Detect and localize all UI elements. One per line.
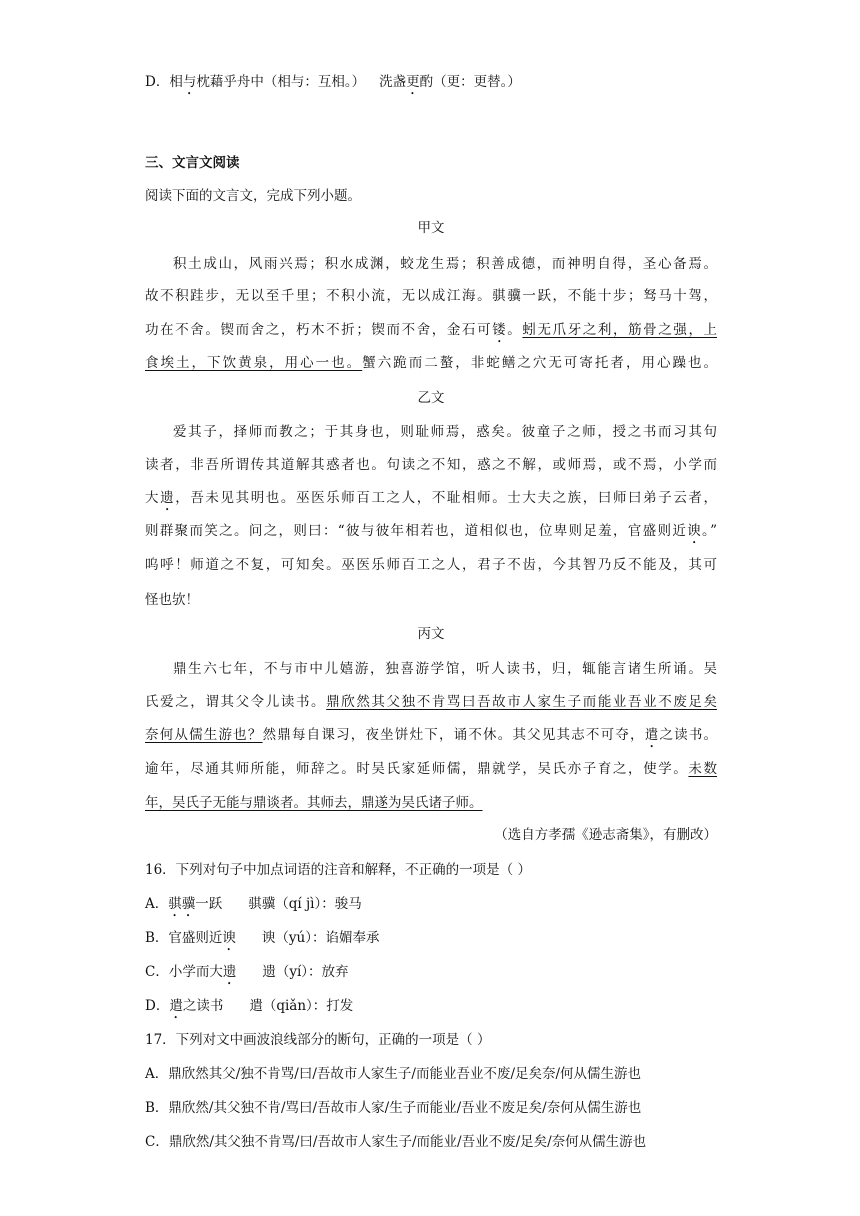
passage-bing-line-4 [145,759,717,779]
passage-yi-line-2: 读者，非吾所谓传其道解其惑者也。句读之不知，惑之不解，或师焉，或不焉，小学而 [145,457,717,473]
passage-text: 之读书。 [659,727,718,743]
option-text: 一跃 [195,896,223,912]
passage-yi-line-3 [145,488,717,514]
question-17-option-b[interactable]: B．鼎欣然/其父独不肯/骂曰/吾故市人家/生子而能业/吾业不废足矣/奈何从儒生游也 [145,1100,642,1116]
passage-yi-title: 乙文 [417,390,445,406]
passage-text: 功在不舍。锲而舍之，朽木不折；锲而不舍，金石可 [145,322,493,338]
underlined-text: 年，吴氏子无能与鼎谈者。其师去，鼎遂为吴氏诸子师。 [145,795,483,811]
dotted-word: 遗 [160,490,176,506]
dotted-word: 镂 [492,322,508,338]
option-text: 之读书 [182,998,224,1014]
dotted-word: 更 [406,74,420,90]
option-prefix: B． [145,930,169,946]
underlined-text: 食埃土，下饮黄泉，用心一也。 [145,355,363,371]
option-text: 小学而大 [168,964,223,980]
passage-text: 。” [702,523,718,539]
prev-option-d [145,72,717,98]
dotted-word: 谀 [687,523,703,539]
question-17-option-c[interactable]: C．鼎欣然/其父独不肯骂/曰/吾故市人家生子/而能业/吾业不废/足矣/奈何从儒生游也 [145,1134,647,1150]
dotted-word: 骐骥 [168,896,196,912]
underlined-text: 蚓无爪牙之利，筋骨之强，上 [522,322,718,338]
passage-text: 氏爱之，谓其父令儿读书。 [145,694,327,710]
option-gloss: 遗（yí）：放弃 [262,964,349,980]
question-17-stem: 17．下列对文中画波浪线部分的断句，正确的一项是（ ） [145,1032,491,1048]
passage-yi-line-1: 爱其子，择师而教之；于其身也，则耻师焉，惑矣。彼童子之师，授之书而习其句 [173,424,717,440]
option-prefix: D． [145,74,170,90]
passage-bing-line-5 [145,793,717,813]
passage-bing-line-3 [145,725,717,751]
option-text: 枕藉乎舟中（相与：互相。） [196,74,366,90]
option-text: 官盛则近 [168,930,223,946]
passage-yi-line-5: 呜呼！师道之不复，可知矣。巫医乐师百工之人，君子不齿，今其智乃反不能及，其可 [145,557,717,573]
passage-bing-title: 丙文 [417,626,445,642]
dotted-word: 谀 [222,930,236,946]
question-16-option-a[interactable] [145,894,717,920]
passage-yi-line-6: 怪也欤！ [145,592,199,608]
passage-bing-line-1: 鼎生六七年，不与市中儿嬉游，独喜游学馆，听人读书，归，辄能言诸生所诵。吴 [173,661,717,677]
option-prefix: C． [145,964,169,980]
passage-jia-line-1: 积土成山，风雨兴焉；积水成渊，蛟龙生焉；积善成德，而神明自得，圣心备焉。 [173,256,717,272]
option-gloss: 遣（qiǎn）：打发 [249,998,354,1014]
question-16-stem: 16．下列对句子中加点词语的注音和解释，不正确的一项是（ ） [145,862,531,878]
option-text: 相 [169,74,183,90]
dotted-word: 遣 [644,727,660,743]
passage-yi-line-4 [145,521,717,547]
dotted-word: 遣 [169,998,183,1014]
passage-source: （选自方孝孺《逊志斋集》，有删改） [494,827,717,843]
dotted-word: 遗 [222,964,237,980]
passage-bing-line-2 [145,692,717,712]
instruction: 阅读下面的文言文，完成下列小题。 [145,188,361,204]
option-prefix: A． [145,896,169,912]
passage-text: 然鼎每自课习，夜坐饼灶下，诵不休。其父见其志不可夺， [262,727,645,743]
passage-text: 则群聚而笑之。问之，则曰：“彼与彼年相若也，道相似也，位卑则足羞，官盛则近 [145,523,688,539]
question-16-option-d[interactable] [145,996,717,1022]
passage-text: 逾年，尽通其师所能，师辞之。时吴氏家延师儒，鼎就学，吴氏亦子育之，使学。 [145,761,689,777]
option-text: 酌（更：更替。） [419,74,521,90]
passage-text: 大 [145,490,161,506]
option-gloss: 骐骥（qí jì）：骏马 [248,896,362,912]
passage-jia-line-3 [145,320,717,346]
passage-text: ，吾未见其明也。巫医乐师百工之人，不耻相师。士大夫之族，曰师曰弟子云者， [175,490,718,506]
question-16-option-b[interactable] [145,928,717,954]
underlined-text: 鼎欣然其父独不肯骂曰吾故市人家生子而能业吾业不废足矣 [326,694,718,710]
passage-jia-title: 甲文 [417,220,445,236]
dotted-word: 与 [182,74,197,90]
option-gloss: 谀（yú）：谄媚奉承 [261,930,380,946]
option-text: 洗盏 [379,74,407,90]
underlined-text: 未数 [688,761,718,777]
question-16-option-c[interactable] [145,962,717,988]
option-prefix: D． [145,998,170,1014]
passage-jia-line-4 [145,353,717,373]
question-17-option-a[interactable]: A．鼎欣然其父/独不肯骂/曰/吾故市人家生子/而能业吾业不废/足矣奈/何从儒生游也 [145,1066,642,1082]
underlined-text: 奈何从儒生游也？ [145,727,263,743]
passage-text: 蟹六跪而二螯，非蛇鳝之穴无可寄托者，用心躁也。 [362,355,718,371]
section-title: 三、文言文阅读 [145,155,240,171]
passage-text: 。 [507,322,523,338]
passage-jia-line-2: 故不积跬步，无以至千里；不积小流，无以成江海。骐骥一跃，不能十步；驽马十驾， [145,288,717,304]
